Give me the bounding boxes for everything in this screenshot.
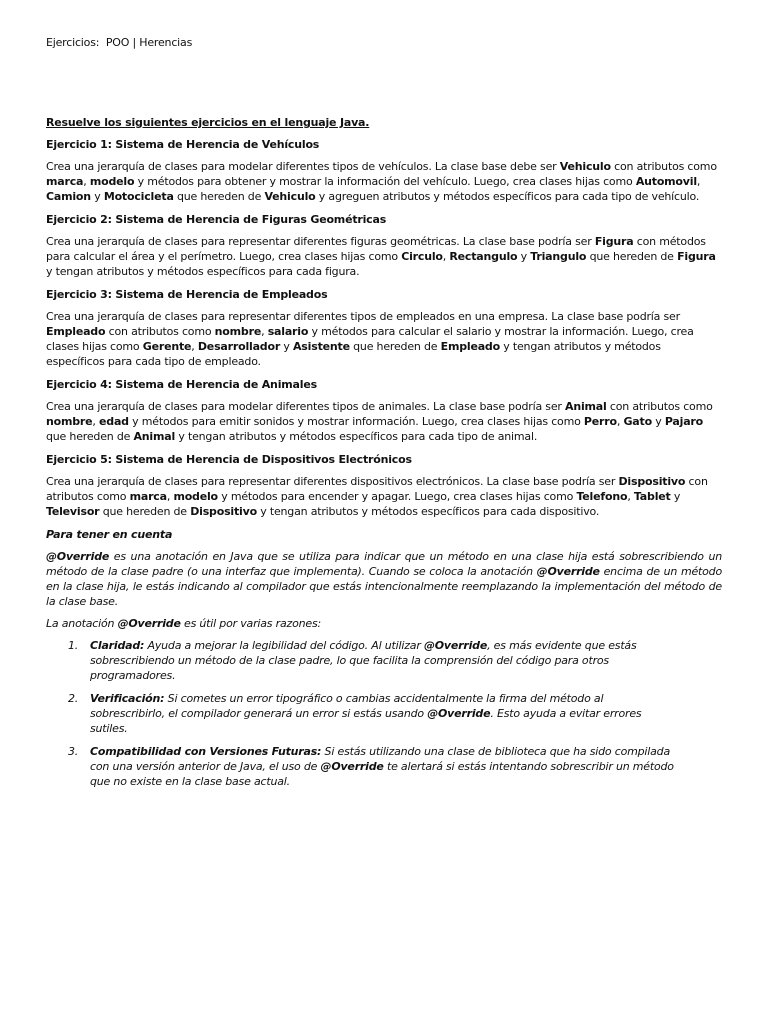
text-run: con atributos como — [105, 325, 215, 338]
keyword-text: Figura — [677, 250, 716, 263]
exercise-2 — [46, 212, 722, 279]
list-number: 3. — [68, 745, 79, 758]
keyword-text: Figura — [594, 235, 634, 248]
exercise-title: Ejercicio 1: Sistema de Herencia de Vehículos — [46, 138, 320, 151]
text-run: y métodos para calcular el salario y mostrar la información. Luego, crea clases hijas como — [46, 325, 694, 353]
keyword-text: Automovil — [635, 175, 697, 188]
text-run: es una anotación en Java que se utiliza para indicar que un método en una clase hija está sobrescribiendo un método de la clase padre (o una interfaz que implementa). Cuando se coloca la anotación — [46, 550, 722, 578]
text-run: Crea una jerarquía de clases para representar diferentes dispositivos electrónicos. La clase base podría ser — [46, 475, 619, 488]
text-run: , — [616, 415, 624, 428]
exercise-1 — [46, 137, 722, 204]
note-body — [46, 549, 722, 609]
keyword-text: modelo — [173, 490, 218, 503]
keyword-text: Motocicleta — [103, 190, 174, 203]
text-run: encima de un método en la clase hija, le estás indicando al compilador que estás intencionalmente reemplazando la implementación del método de la clase base. — [46, 565, 722, 608]
text-run: , — [191, 340, 198, 353]
keyword-text: Dispositivo — [618, 475, 686, 488]
text-run: Si cometes un error tipográfico o cambias accidentalmente la firma del método al sobrescribirlo, el compilador generará un error si estás usando — [90, 692, 604, 720]
text-run: que hereden de — [349, 340, 441, 353]
text-run: La anotación — [46, 617, 118, 630]
keyword-text: Rectangulo — [449, 250, 518, 263]
text-run: y métodos para emitir sonidos y mostrar información. Luego, crea clases hijas como — [128, 415, 584, 428]
keyword-text: Asistente — [292, 340, 350, 353]
keyword-text: Empleado — [440, 340, 500, 353]
text-run: Crea una jerarquía de clases para representar diferentes figuras geométricas. La clase base podría ser — [46, 235, 595, 248]
text-run: y — [90, 190, 104, 203]
text-run: te alertará si estás intentando sobrescribir un método que no existe en la clase base actual. — [90, 760, 674, 788]
text-run: , — [92, 415, 100, 428]
reasons-list — [46, 638, 722, 789]
keyword-text: Gato — [623, 415, 652, 428]
keyword-text: Perro — [583, 415, 617, 428]
keyword-text: Compatibilidad con Versiones Futuras: — [90, 745, 322, 758]
keyword-text: nombre — [46, 415, 93, 428]
exercise-title: Ejercicio 3: Sistema de Herencia de Empleados — [46, 288, 328, 301]
text-run: y tengan atributos y métodos específicos para cada figura. — [46, 265, 360, 278]
exercise-3 — [46, 287, 722, 369]
text-run: , — [442, 250, 450, 263]
text-run: , — [627, 490, 634, 503]
list-item-text — [90, 692, 641, 735]
list-item — [46, 744, 680, 789]
keyword-text: @Override — [117, 617, 181, 630]
exercise-title: Ejercicio 5: Sistema de Herencia de Dispositivos Electrónicos — [46, 453, 412, 466]
keyword-text: salario — [267, 325, 309, 338]
text-run: que hereden de — [173, 190, 265, 203]
keyword-text: marca — [46, 175, 84, 188]
text-run: y tengan atributos y métodos específicos para cada dispositivo. — [256, 505, 600, 518]
list-item-text — [90, 639, 637, 682]
list-item — [46, 691, 680, 736]
keyword-text: nombre — [214, 325, 262, 338]
keyword-text: Circulo — [401, 250, 443, 263]
exercise-body — [46, 474, 722, 519]
text-run: con atributos como — [46, 475, 708, 503]
text-run: . Esto ayuda a evitar errores sutiles. — [90, 707, 642, 735]
list-number: 1. — [68, 639, 79, 652]
text-run: , — [83, 175, 90, 188]
keyword-text: @Override — [46, 550, 110, 563]
text-run: Si estás utilizando una clase de biblioteca que ha sido compilada con una versión anterior de Java, el uso de — [90, 745, 670, 773]
text-run: que hereden de — [586, 250, 678, 263]
exercise-body — [46, 309, 722, 369]
text-run: que hereden de — [99, 505, 191, 518]
keyword-text: @Override — [536, 565, 600, 578]
text-run: y agreguen atributos y métodos específicos para cada tipo de vehículo. — [315, 190, 700, 203]
keyword-text: @Override — [427, 707, 491, 720]
exercise-title: Ejercicio 2: Sistema de Herencia de Figuras Geométricas — [46, 213, 387, 226]
note-reasons-intro — [46, 616, 722, 631]
keyword-text: Camion — [46, 190, 91, 203]
keyword-text: @Override — [423, 639, 488, 652]
text-run: Crea una jerarquía de clases para representar diferentes tipos de empleados en una empresa. La clase base podría ser — [46, 310, 680, 323]
text-run: Ayuda a mejorar la legibilidad del código. Al utilizar — [144, 639, 424, 652]
exercise-5 — [46, 452, 722, 519]
exercise-body — [46, 234, 722, 279]
keyword-text: Telefono — [576, 490, 628, 503]
text-run: y — [280, 340, 293, 353]
text-run: y métodos para obtener y mostrar la información del vehículo. Luego, crea clases hijas como — [134, 175, 636, 188]
keyword-text: @Override — [320, 760, 384, 773]
keyword-text: Tablet — [633, 490, 671, 503]
keyword-text: Empleado — [46, 325, 106, 338]
document-content — [46, 137, 722, 797]
note-section — [46, 527, 722, 789]
text-run: , — [166, 490, 174, 503]
text-run: y tengan atributos y métodos específicos para cada tipo de empleado. — [46, 340, 661, 368]
note-title: Para tener en cuenta — [46, 528, 173, 541]
keyword-text: modelo — [89, 175, 135, 188]
keyword-text: Dispositivo — [190, 505, 257, 518]
text-run: con atributos como — [610, 160, 717, 173]
text-run: y — [651, 415, 665, 428]
text-run: Crea una jerarquía de clases para modelar diferentes tipos de vehículos. La clase base debe ser — [46, 160, 560, 173]
keyword-text: marca — [129, 490, 167, 503]
exercise-title: Ejercicio 4: Sistema de Herencia de Animales — [46, 378, 317, 391]
text-run: con métodos para calcular el área y el perímetro. Luego, crea clases hijas como — [46, 235, 706, 263]
list-item-text — [90, 745, 674, 788]
keyword-text: Animal — [565, 400, 607, 413]
keyword-text: Vehiculo — [264, 190, 316, 203]
list-number: 2. — [68, 692, 79, 705]
keyword-text: Vehiculo — [559, 160, 611, 173]
keyword-text: Pajaro — [664, 415, 703, 428]
keyword-text: Televisor — [46, 505, 100, 518]
keyword-text: Verificación: — [90, 692, 165, 705]
keyword-text: Triangulo — [530, 250, 587, 263]
text-run: , — [696, 175, 701, 188]
keyword-text: edad — [99, 415, 129, 428]
text-run: con atributos como — [606, 400, 713, 413]
text-run: y métodos para encender y apagar. Luego, crea clases hijas como — [217, 490, 577, 503]
keyword-text: Desarrollador — [197, 340, 281, 353]
exercise-body — [46, 399, 722, 444]
list-item — [46, 638, 680, 683]
text-run: y — [517, 250, 531, 263]
exercise-4 — [46, 377, 722, 444]
instructions-intro: Resuelve los siguientes ejercicios en el lenguaje Java. — [46, 116, 370, 129]
text-run: y — [670, 490, 681, 503]
document-header: Ejercicios: POO | Herencias — [46, 36, 193, 49]
text-run: y tengan atributos y métodos específicos para cada tipo de animal. — [175, 430, 538, 443]
text-run: es útil por varias razones: — [180, 617, 321, 630]
text-run: que hereden de — [46, 430, 134, 443]
text-run: , es más evidente que estás sobrescribiendo un método de la clase padre, lo que facilita la comprensión del código para otros programadores. — [90, 639, 637, 682]
keyword-text: Gerente — [142, 340, 192, 353]
keyword-text: Animal — [133, 430, 176, 443]
keyword-text: Claridad: — [90, 639, 145, 652]
text-run: Crea una jerarquía de clases para modelar diferentes tipos de animales. La clase base podría ser — [46, 400, 566, 413]
text-run: , — [261, 325, 268, 338]
exercise-body — [46, 159, 722, 204]
